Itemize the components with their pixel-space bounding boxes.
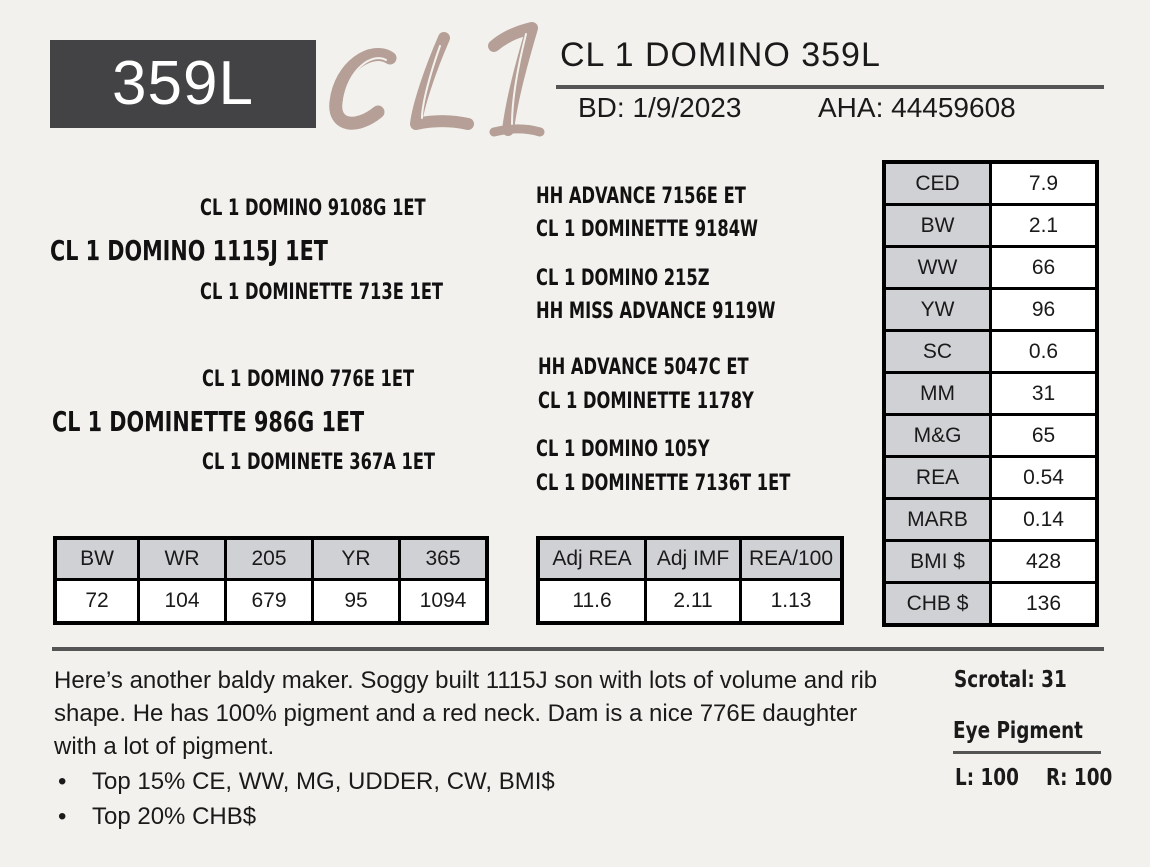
sire-dam: CL 1 DOMINETTE 713E 1ET — [200, 280, 444, 305]
highlights-list — [58, 764, 555, 834]
carcass-header-adj-imf: Adj IMF — [646, 538, 741, 580]
bullet-icon: • — [58, 803, 67, 830]
performance-table — [53, 536, 489, 625]
epd-label-mm: MM — [884, 373, 991, 415]
epd-label-bw: BW — [884, 205, 991, 247]
section-divider — [52, 647, 1104, 651]
carcass-header-rea-100: REA/100 — [741, 538, 843, 580]
epd-value-chb: 136 — [991, 583, 1098, 626]
pedigree-g2a: CL 1 DOMINO 215Z — [536, 266, 710, 291]
lot-tag: 359L — [50, 40, 316, 128]
pedigree-g4b: CL 1 DOMINETTE 7136T 1ET — [536, 471, 791, 496]
epd-label-ced: CED — [884, 162, 991, 205]
epd-label-chb: CHB $ — [884, 583, 991, 626]
perf-value-yr: 95 — [313, 580, 400, 624]
epd-value-sc: 0.6 — [991, 331, 1098, 373]
epd-value-mg: 65 — [991, 415, 1098, 457]
sire-sire: CL 1 DOMINO 9108G 1ET — [200, 196, 426, 221]
perf-header-yr: YR — [313, 538, 400, 580]
title-rule — [556, 85, 1104, 89]
carcass-value-rea-100: 1.13 — [741, 580, 843, 624]
pedigree-g1b: CL 1 DOMINETTE 9184W — [536, 217, 758, 242]
carcass-table — [536, 536, 844, 625]
carcass-header-adj-rea: Adj REA — [538, 538, 646, 580]
epd-value-mm: 31 — [991, 373, 1098, 415]
dam: CL 1 DOMINETTE 986G 1ET — [52, 405, 365, 438]
pedigree-g2b: HH MISS ADVANCE 9119W — [536, 299, 776, 324]
highlight-item — [58, 799, 555, 834]
carcass-value-adj-rea: 11.6 — [538, 580, 646, 624]
perf-header-365: 365 — [400, 538, 488, 580]
description-text: Here’s another baldy maker. Soggy built 1115J son with lots of volume and rib shape. He has 100% pigment and a red neck. Dam is a nice 776E daughter with a lot of pigment. — [54, 667, 878, 760]
perf-value-205: 679 — [226, 580, 313, 624]
epd-label-sc: SC — [884, 331, 991, 373]
eye-pigment-title: Eye Pigment — [953, 718, 1083, 744]
epd-label-marb: MARB — [884, 499, 991, 541]
epd-label-ww: WW — [884, 247, 991, 289]
epd-label-yw: YW — [884, 289, 991, 331]
pedigree-g1a: HH ADVANCE 7156E ET — [536, 184, 746, 209]
perf-value-bw: 72 — [55, 580, 139, 624]
pedigree-g3a: HH ADVANCE 5047C ET — [538, 355, 749, 380]
perf-value-wr: 104 — [139, 580, 226, 624]
scrotal-measure: Scrotal: 31 — [954, 667, 1067, 693]
epd-value-marb: 0.14 — [991, 499, 1098, 541]
perf-header-wr: WR — [139, 538, 226, 580]
dam-sire: CL 1 DOMINO 776E 1ET — [202, 367, 415, 392]
epd-value-ced: 7.9 — [991, 162, 1098, 205]
cl1-logo — [326, 20, 556, 145]
eye-pigment-left: L: 100 — [955, 765, 1019, 791]
carcass-value-adj-imf: 2.11 — [646, 580, 741, 624]
sire: CL 1 DOMINO 1115J 1ET — [50, 234, 328, 267]
highlight-text: Top 20% CHB$ — [92, 803, 257, 830]
animal-name: CL 1 DOMINO 359L — [560, 36, 881, 74]
dam-dam: CL 1 DOMINETE 367A 1ET — [202, 450, 436, 475]
bullet-icon: • — [58, 768, 67, 795]
epd-value-yw: 96 — [991, 289, 1098, 331]
pedigree-g3b: CL 1 DOMINETTE 1178Y — [538, 389, 754, 414]
eye-pigment-right: R: 100 — [1046, 765, 1113, 791]
highlight-item — [58, 764, 555, 799]
epd-value-bmi: 428 — [991, 541, 1098, 583]
epd-value-rea: 0.54 — [991, 457, 1098, 499]
pedigree-g4a: CL 1 DOMINO 105Y — [536, 437, 710, 462]
perf-header-bw: BW — [55, 538, 139, 580]
perf-value-365: 1094 — [400, 580, 488, 624]
highlight-text: Top 15% CE, WW, MG, UDDER, CW, BMI$ — [92, 768, 555, 795]
epd-label-bmi: BMI $ — [884, 541, 991, 583]
epd-label-rea: REA — [884, 457, 991, 499]
perf-header-205: 205 — [226, 538, 313, 580]
epd-label-mg: M&G — [884, 415, 991, 457]
eye-pigment-rule — [953, 751, 1101, 754]
birth-date: BD: 1/9/2023 — [578, 92, 742, 123]
epd-value-ww: 66 — [991, 247, 1098, 289]
aha-number: AHA: 44459608 — [818, 92, 1016, 123]
epd-table — [882, 160, 1099, 627]
epd-value-bw: 2.1 — [991, 205, 1098, 247]
